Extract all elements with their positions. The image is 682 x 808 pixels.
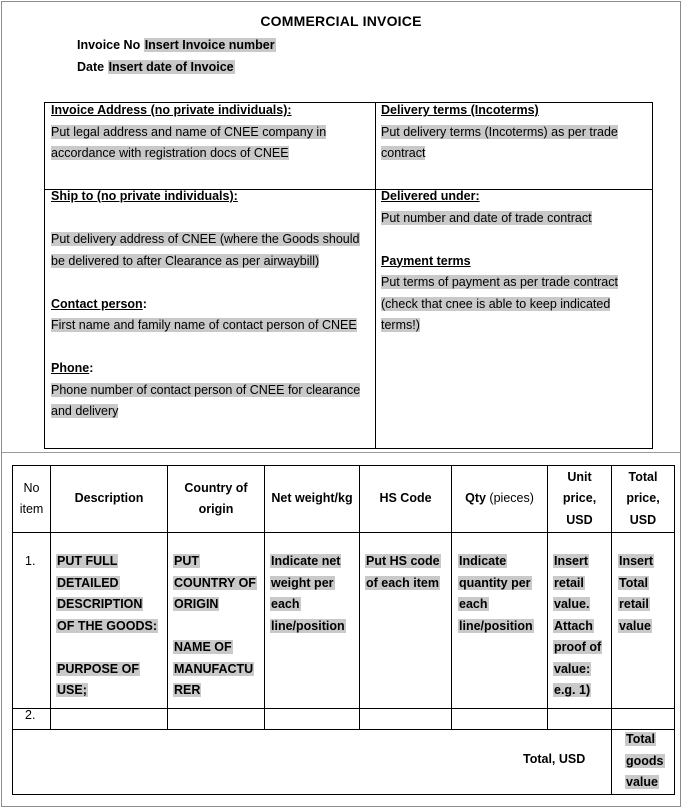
ship-to-cell (51, 186, 360, 423)
total-price-text[interactable]: value (619, 618, 651, 633)
unit-price-text[interactable]: retail (554, 575, 584, 590)
total-value-text[interactable]: Total (626, 732, 655, 746)
header-text: No (23, 480, 40, 495)
row-1-net-weight (270, 551, 346, 637)
net-weight-text[interactable]: line/position (271, 618, 345, 633)
country-text[interactable]: PUT (174, 554, 199, 568)
contact-person-colon: : (142, 296, 147, 311)
invoice-address-line[interactable]: accordance with registration docs of CNEE (51, 146, 289, 160)
invoice-address-label: Invoice Address (no private individuals): (51, 103, 292, 117)
payment-terms-label: Payment terms (381, 253, 471, 268)
unit-price-text[interactable]: Insert (554, 554, 589, 568)
total-price-text[interactable]: Total (619, 575, 648, 590)
payment-terms-line[interactable]: Put terms of payment as per trade contract (381, 275, 618, 289)
phone-colon: : (89, 361, 94, 375)
row-1-hs-code (365, 551, 441, 594)
payment-terms-line[interactable]: terms!) (381, 318, 420, 332)
header-text: price, (562, 491, 597, 506)
delivery-terms-line[interactable]: contract (381, 146, 426, 160)
invoice-date-label: Date (77, 60, 105, 74)
header-text: price, (626, 491, 660, 506)
country-text[interactable]: RER (174, 683, 201, 697)
row-1-number: 1. (25, 554, 36, 568)
qty-text[interactable]: each (459, 597, 488, 611)
invoice-number-label: Invoice No (77, 38, 141, 52)
qty-text[interactable]: line/position (459, 618, 533, 633)
country-text[interactable]: NAME OF (174, 640, 232, 654)
description-text[interactable]: PUT FULL (57, 554, 118, 568)
qty-text[interactable]: quantity per (459, 575, 531, 590)
invoice-address-line[interactable]: Put legal address and name of CNEE company in (51, 124, 327, 139)
description-text[interactable]: DESCRIPTION (57, 597, 143, 611)
document-title: COMMERCIAL INVOICE (260, 13, 422, 29)
header-text: origin (198, 502, 234, 516)
row-2-number: 2. (25, 708, 36, 722)
net-weight-text[interactable]: Indicate net (271, 554, 341, 568)
row-divider (13, 708, 674, 709)
total-usd-label: Total, USD (523, 752, 586, 766)
ship-to-line[interactable]: Put delivery address of CNEE (where the Goods should (51, 232, 360, 246)
invoice-number-field[interactable]: Insert Invoice number (144, 38, 275, 52)
page-break-line (2, 452, 680, 453)
header-text: Qty (465, 491, 486, 506)
total-price-text[interactable]: Insert (619, 554, 654, 568)
row-1-total-price (618, 551, 654, 637)
description-text[interactable]: OF THE GOODS: (57, 618, 157, 633)
header-hs-code: HS Code (379, 491, 432, 506)
total-value-text[interactable]: value (626, 775, 658, 789)
unit-price-text[interactable]: proof of (554, 640, 602, 654)
total-value-text[interactable]: goods (626, 753, 664, 768)
invoice-number-line (77, 38, 276, 52)
delivered-under-cell (381, 186, 618, 337)
delivered-under-line[interactable]: Put number and date of trade contract (381, 210, 592, 225)
phone-label: Phone (51, 361, 90, 375)
contact-person-line[interactable]: First name and family name of contact person of CNEE (51, 318, 357, 332)
row-1-description (56, 551, 158, 702)
delivery-terms-line[interactable]: Put delivery terms (Incoterms) as per trade (381, 124, 618, 139)
total-price-text[interactable]: retail (619, 597, 649, 611)
header-no-item (13, 466, 50, 532)
invoice-address-cell (51, 100, 326, 165)
phone-line[interactable]: Phone number of contact person of CNEE for clearance (51, 382, 361, 397)
hs-code-text[interactable]: of each item (366, 575, 439, 590)
description-text[interactable]: PURPOSE OF (57, 661, 139, 676)
net-weight-text[interactable]: weight per (271, 575, 334, 590)
header-text: (pieces) (489, 491, 534, 506)
table-divider (375, 103, 376, 448)
ship-to-label: Ship to (no private individuals): (51, 189, 238, 203)
unit-price-text[interactable]: value: (554, 661, 591, 676)
description-text[interactable]: USE; (57, 683, 87, 697)
country-text[interactable]: ORIGIN (174, 597, 219, 611)
header-text: USD (629, 512, 657, 527)
header-country-of-origin (168, 466, 264, 532)
unit-price-text[interactable]: e.g. 1) (554, 683, 591, 697)
contact-person-label: Contact person (51, 296, 143, 311)
header-text: Total (628, 469, 658, 484)
header-text: Country of (184, 480, 248, 495)
ship-to-line[interactable]: be delivered to after Clearance as per airwaybill) (51, 253, 320, 268)
delivered-under-label: Delivered under: (381, 189, 480, 203)
address-terms-table (44, 102, 653, 449)
invoice-date-field[interactable]: Insert date of Invoice (108, 60, 234, 74)
unit-price-text[interactable]: Attach (554, 618, 593, 633)
hs-code-text[interactable]: Put HS code (366, 554, 440, 568)
header-total-price (612, 466, 674, 532)
delivery-terms-cell (381, 100, 618, 165)
row-divider (13, 532, 674, 533)
header-text: Unit (567, 469, 592, 484)
header-description: Description (74, 491, 144, 506)
country-text[interactable]: MANUFACTU (174, 661, 254, 676)
header-qty (452, 466, 547, 532)
description-text[interactable]: DETAILED (57, 575, 119, 590)
phone-line[interactable]: and delivery (51, 404, 119, 418)
header-net-weight: Net weight/kg (271, 491, 353, 506)
delivery-terms-label: Delivery terms (Incoterms) (381, 103, 539, 117)
total-goods-value (625, 729, 665, 794)
qty-text[interactable]: Indicate (459, 554, 507, 568)
country-text[interactable]: COUNTRY OF (174, 575, 256, 590)
header-text: USD (566, 512, 593, 527)
row-divider (13, 729, 674, 730)
net-weight-text[interactable]: each (271, 597, 300, 611)
items-table (12, 465, 675, 795)
row-1-country (173, 551, 257, 702)
header-text: item (19, 502, 44, 516)
row-1-unit-price (553, 551, 602, 702)
row-1-qty (458, 551, 534, 637)
header-unit-price (548, 466, 611, 532)
payment-terms-line[interactable]: (check that cnee is able to keep indicated (381, 296, 611, 311)
invoice-date-line (77, 60, 235, 74)
unit-price-text[interactable]: value. (554, 597, 590, 611)
